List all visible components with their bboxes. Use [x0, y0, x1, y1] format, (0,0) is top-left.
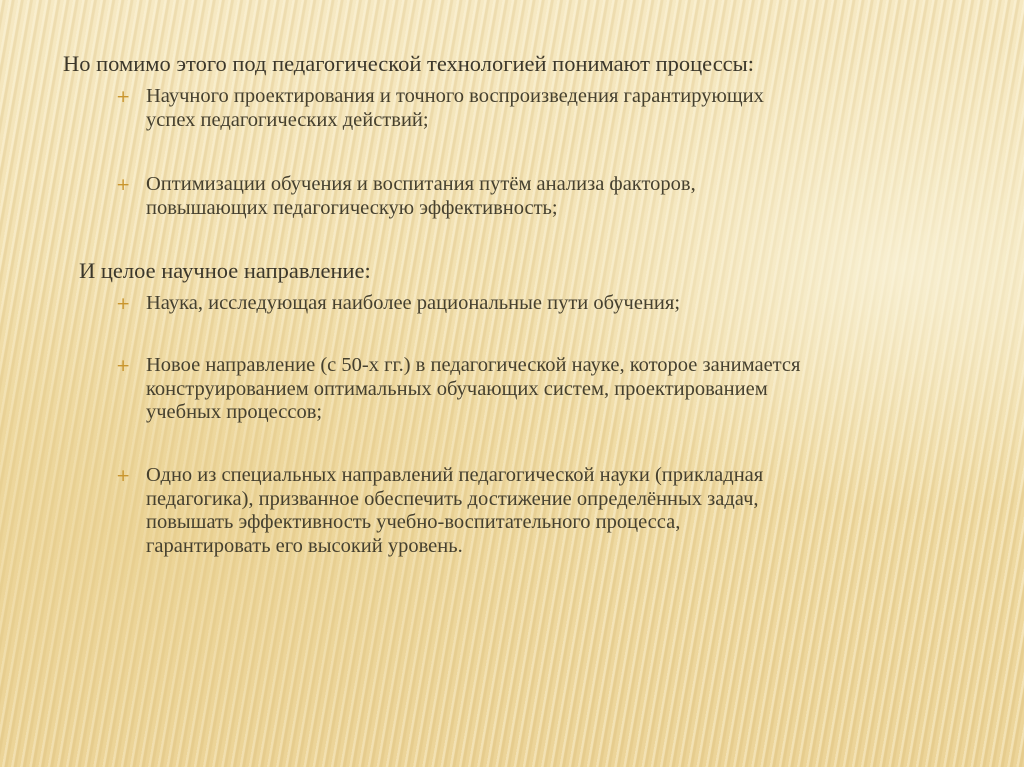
list-item-line: Новое направление (с 50-х гг.) в педагогической науке, которое занимается — [146, 354, 801, 376]
list-item-text — [146, 464, 996, 558]
list-item-line: успех педагогических действий; — [146, 108, 429, 131]
list-item-text — [146, 85, 996, 132]
list-item-text — [146, 292, 996, 316]
section-heading-scientific-direction: И целое научное направление: — [79, 258, 371, 283]
section-heading-processes: Но помимо этого под педагогической технологией понимают процессы: — [63, 51, 755, 76]
list-item-line: гарантировать его высокий уровень. — [146, 534, 463, 557]
list-item-line: Одно из специальных направлений педагогической науки (прикладная — [146, 464, 764, 486]
list-item-line: Научного проектирования и точного воспроизведения гарантирующих — [146, 85, 764, 107]
list-item-line: педагогика), призванное обеспечить достижение определённых задач, — [146, 487, 759, 510]
plus-bullet-icon: + — [116, 466, 131, 486]
list-item-line: учебных процессов; — [146, 401, 323, 423]
plus-bullet-icon: + — [116, 87, 131, 107]
plus-bullet-icon: + — [116, 356, 131, 376]
list-item-line: Наука, исследующая наиболее рациональные пути обучения; — [146, 292, 681, 314]
plus-bullet-icon: + — [116, 294, 131, 314]
list-item-text — [146, 354, 996, 425]
list-item-text — [146, 173, 996, 220]
list-item-line: Оптимизации обучения и воспитания путём анализа факторов, — [146, 173, 696, 195]
list-item-line: повышать эффективность учебно-воспитательного процесса, — [146, 511, 681, 533]
plus-bullet-icon: + — [116, 175, 131, 195]
list-item-line: конструированием оптимальных обучающих систем, проектированием — [146, 377, 768, 400]
list-item-line: повышающих педагогическую эффективность; — [146, 196, 558, 219]
